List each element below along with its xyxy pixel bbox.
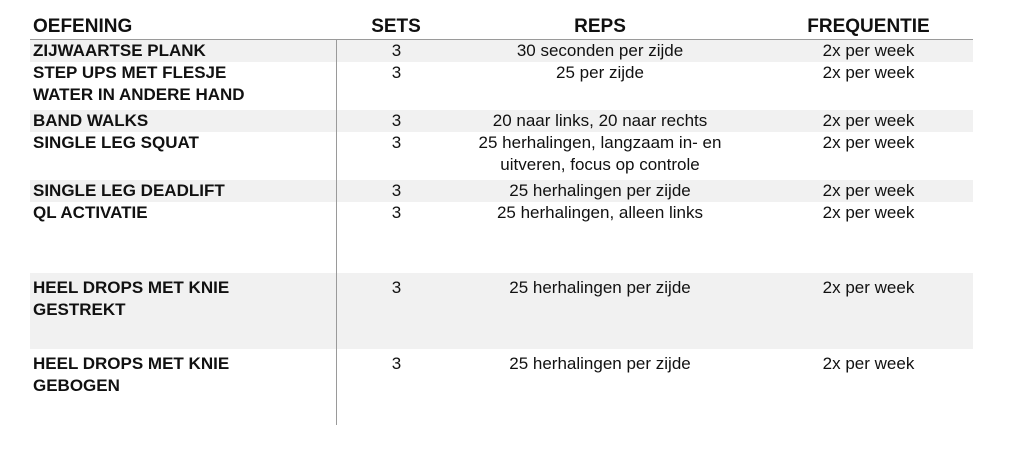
- table-row: [30, 40, 973, 62]
- frequency-cell: 2x per week: [822, 203, 915, 222]
- exercise-cell: [30, 273, 336, 349]
- reps-cell: [436, 62, 764, 110]
- exercise-name-line2: WATER IN ANDERE HAND: [33, 85, 245, 104]
- reps-text: 25 herhalingen, langzaam in- en: [478, 133, 722, 152]
- reps-text: 30 seconden per zijde: [516, 41, 684, 60]
- reps-text: 25 per zijde: [556, 63, 644, 82]
- reps-text-line2: uitveren, focus op controle: [500, 155, 700, 174]
- exercise-cell: [30, 180, 336, 202]
- header-sets: SETS: [371, 15, 421, 37]
- sets-cell: 3: [336, 180, 436, 202]
- exercise-name: SINGLE LEG SQUAT: [33, 133, 199, 152]
- frequency-cell: 2x per week: [822, 278, 915, 297]
- exercise-name: HEEL DROPS MET KNIE: [33, 278, 230, 297]
- frequency-cell: 2x per week: [822, 181, 915, 200]
- table-row: [30, 110, 973, 132]
- reps-cell: [436, 273, 764, 349]
- reps-text: 20 naar links, 20 naar rechts: [492, 111, 708, 130]
- exercise-name: HEEL DROPS MET KNIE: [33, 354, 230, 373]
- sets-cell: 3: [336, 132, 436, 180]
- table-row: [30, 202, 973, 273]
- frequency-cell: 2x per week: [822, 354, 915, 373]
- exercise-name: ZIJWAARTSE PLANK: [33, 41, 206, 60]
- table-header-row: [30, 14, 973, 40]
- reps-text: 25 herhalingen per zijde: [509, 181, 691, 200]
- reps-cell: [436, 110, 764, 132]
- header-frequency: FREQUENTIE: [807, 15, 930, 37]
- table-row: [30, 273, 973, 349]
- exercise-cell: [30, 132, 336, 180]
- sets-cell: 3: [336, 349, 436, 425]
- exercise-name: BAND WALKS: [33, 111, 149, 130]
- reps-cell: [436, 132, 764, 180]
- frequency-cell: 2x per week: [822, 41, 915, 60]
- exercise-cell: [30, 349, 336, 425]
- exercise-cell: [30, 62, 336, 110]
- exercise-name: SINGLE LEG DEADLIFT: [33, 181, 225, 200]
- table-row: [30, 132, 973, 180]
- sets-cell: 3: [336, 110, 436, 132]
- sets-cell: 3: [336, 273, 436, 349]
- exercise-name: STEP UPS MET FLESJE: [33, 63, 227, 82]
- reps-cell: [436, 40, 764, 62]
- reps-text: 25 herhalingen per zijde: [509, 278, 691, 297]
- exercise-name-line2: GEBOGEN: [33, 376, 120, 395]
- reps-text: 25 herhalingen per zijde: [509, 354, 691, 373]
- header-reps: REPS: [574, 15, 626, 37]
- reps-cell: [436, 180, 764, 202]
- exercise-table: [30, 14, 973, 425]
- exercise-name: QL ACTIVATIE: [33, 203, 148, 222]
- reps-text: 25 herhalingen, alleen links: [496, 203, 704, 222]
- sets-cell: 3: [336, 202, 436, 273]
- table-row: [30, 62, 973, 110]
- header-exercise: OEFENING: [33, 15, 133, 37]
- exercise-name-line2: GESTREKT: [33, 300, 126, 319]
- frequency-cell: 2x per week: [822, 111, 915, 130]
- table-row: [30, 180, 973, 202]
- frequency-cell: 2x per week: [822, 133, 915, 152]
- sets-cell: 3: [336, 62, 436, 110]
- table-row: [30, 349, 973, 425]
- sets-cell: 3: [336, 40, 436, 62]
- exercise-cell: [30, 40, 336, 62]
- frequency-cell: 2x per week: [822, 63, 915, 82]
- exercise-cell: [30, 110, 336, 132]
- exercise-cell: [30, 202, 336, 273]
- reps-cell: [436, 202, 764, 273]
- reps-cell: [436, 349, 764, 425]
